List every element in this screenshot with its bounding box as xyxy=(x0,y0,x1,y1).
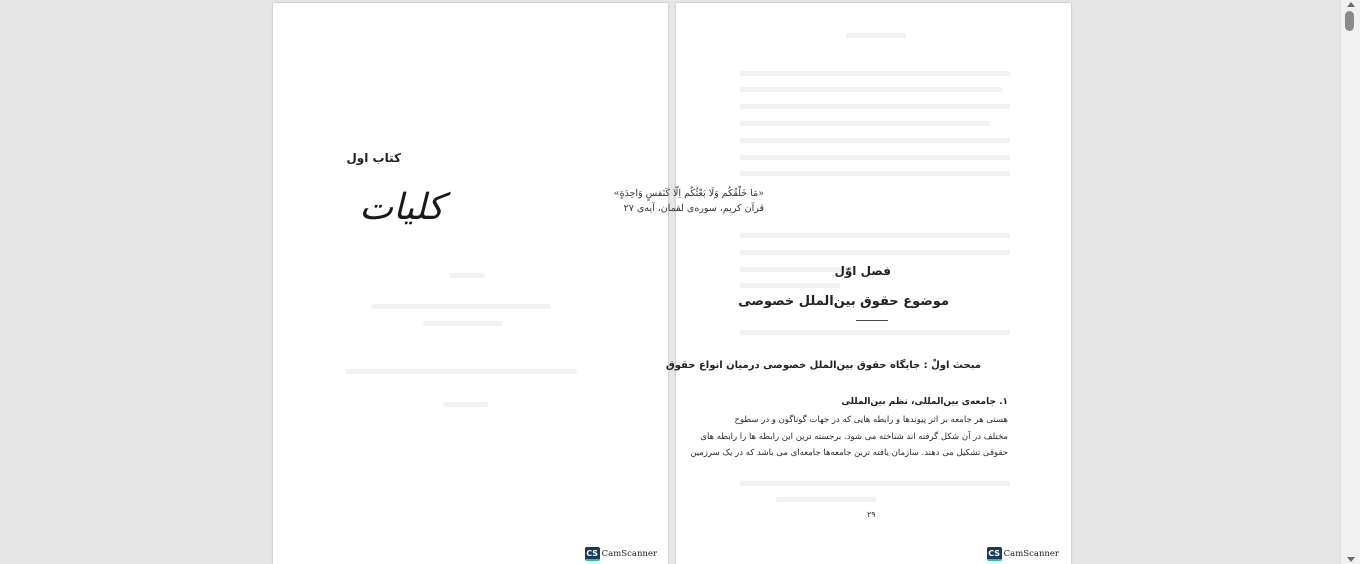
bleed-through-line xyxy=(846,33,906,38)
page-right xyxy=(613,3,1071,564)
page-left xyxy=(273,3,668,564)
vertical-scrollbar[interactable] xyxy=(1340,0,1360,564)
bleed-through-line xyxy=(740,121,990,126)
bleed-through-line xyxy=(740,71,1010,76)
paragraph-line: هستی هر جامعه بر اثر پیوندها و رابطه هایی که در جهات گوناگون و در سطوح xyxy=(734,415,1008,425)
camscanner-watermark xyxy=(585,547,657,561)
epigraph-source: قرآن کریم، سوره‌ی لقمان، آیه‌ی ۲۷ xyxy=(623,203,764,214)
subsection-heading: ۱. جامعه‌ی بین‌المللی، نظم بین‌المللی xyxy=(841,397,1008,407)
bleed-through-line xyxy=(740,104,1010,109)
camscanner-watermark xyxy=(987,547,1059,561)
bleed-through-line xyxy=(443,402,488,407)
body-paragraph xyxy=(690,412,1008,462)
camscanner-label: CamScanner xyxy=(601,549,657,559)
bleed-through-line xyxy=(740,233,1010,238)
bleed-through-line xyxy=(449,273,485,278)
paragraph-line: مختلف در آن شکل گرفته اند شناخته می شود. برجسته ترین این رابطه ها را رابطه های xyxy=(700,431,1008,442)
page-number: ۲۹ xyxy=(867,510,876,519)
epigraph-quote xyxy=(614,186,764,216)
bleed-through-line xyxy=(740,283,840,288)
bleed-through-line xyxy=(740,138,1010,143)
book-title: کلیات xyxy=(359,187,444,228)
bleed-through-line xyxy=(740,250,1010,255)
bleed-through-line xyxy=(776,497,876,502)
bleed-through-line xyxy=(740,330,1010,335)
scroll-thumb[interactable] xyxy=(1345,11,1354,31)
bleed-through-line xyxy=(345,369,577,374)
bleed-through-line xyxy=(371,304,551,309)
epigraph-verse: «مَا خَلْقُکُم وَلَا بَعْثُکُم اِلّا کَنَفسٍ وَاحِدَةٍ» xyxy=(613,188,764,199)
chapter-label: فصل اوّل xyxy=(834,264,891,278)
camscanner-logo-icon: CS xyxy=(585,547,600,561)
bleed-through-line xyxy=(740,87,1002,92)
camscanner-label: CamScanner xyxy=(1003,549,1059,559)
bleed-through-line xyxy=(740,481,1010,486)
book-label: کتاب اول xyxy=(346,151,401,165)
chapter-title: موضوع حقوق بین‌الملل خصوصی xyxy=(738,294,949,309)
bleed-through-line xyxy=(423,321,503,326)
scroll-down-arrow-icon[interactable] xyxy=(1347,557,1355,562)
section-heading: مبحث اولْ : جایگاه حقوق بین‌الملل خصوصی درمیان انواع حقوق xyxy=(665,360,981,371)
scroll-up-arrow-icon[interactable] xyxy=(1347,2,1355,7)
bleed-through-line xyxy=(740,155,1010,160)
bleed-through-line xyxy=(740,171,1010,176)
title-divider xyxy=(856,320,888,321)
paragraph-line: حقوقی تشکیل می دهند. سازمان یافته ترین جامعه‌ها جامعه‌ای می باشد که در یک سرزمین xyxy=(690,448,1008,458)
camscanner-logo-icon: CS xyxy=(987,547,1002,561)
